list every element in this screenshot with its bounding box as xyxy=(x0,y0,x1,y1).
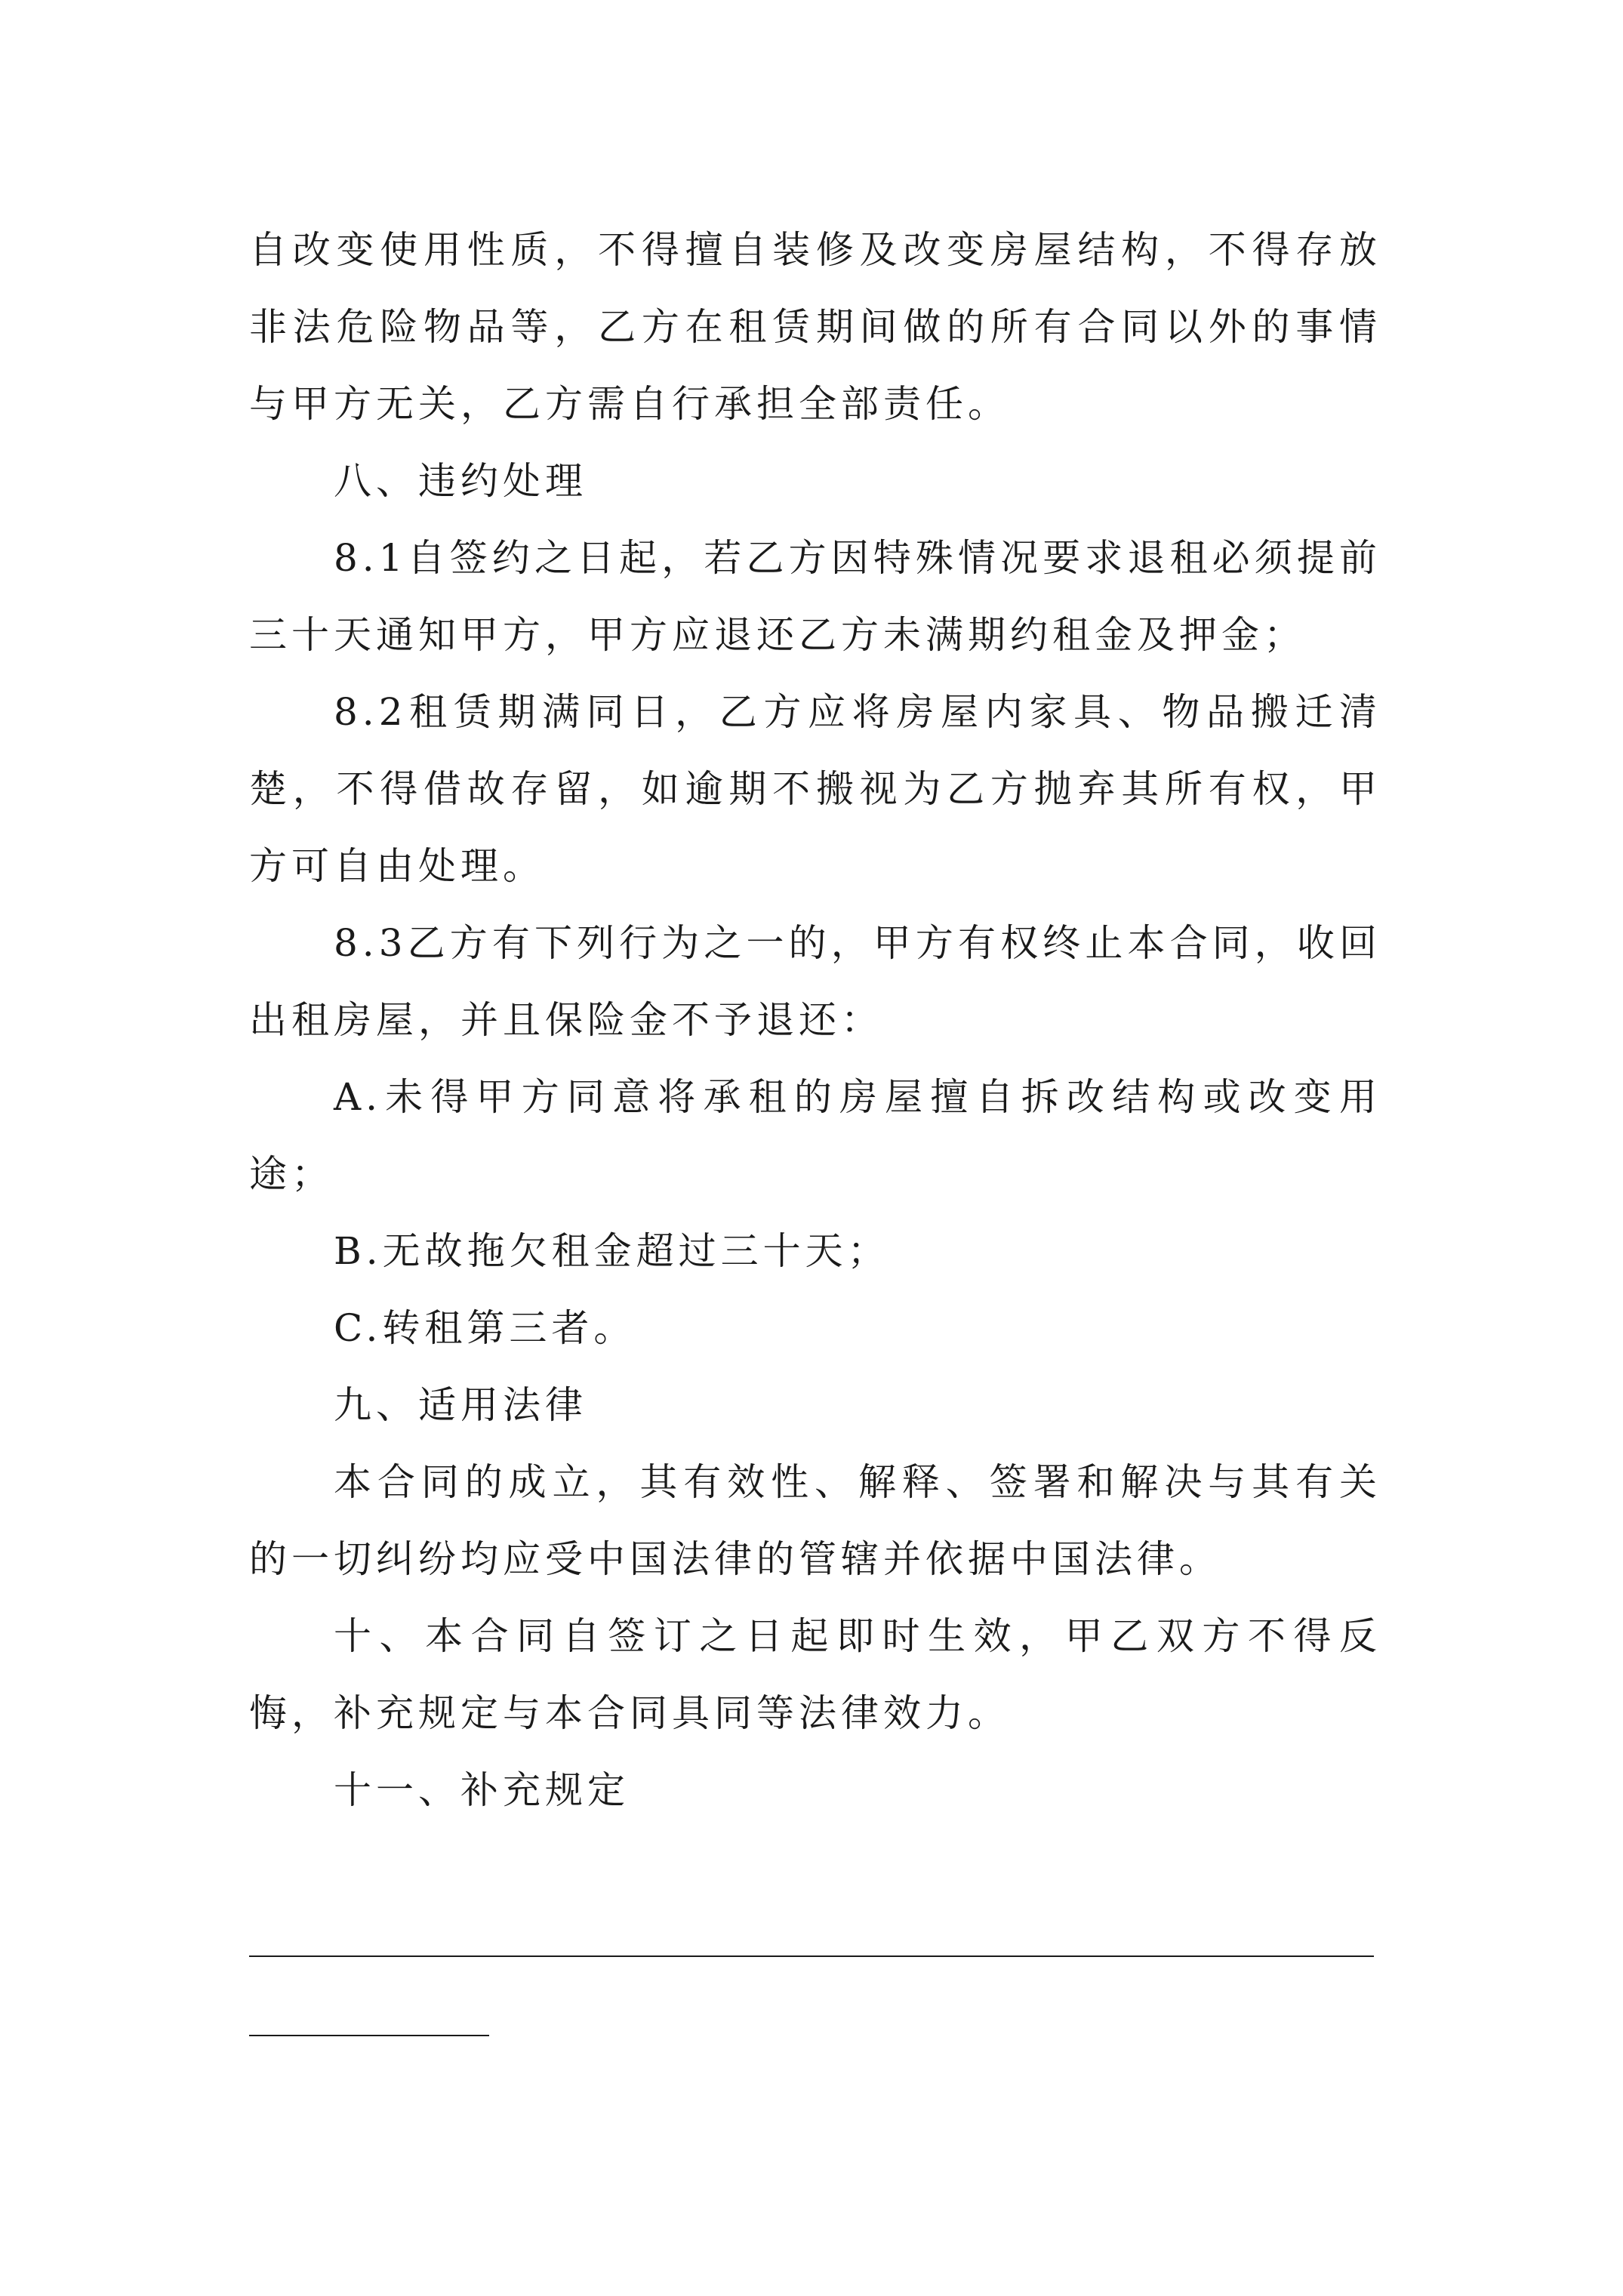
document-body xyxy=(249,211,1381,1829)
clause-item-b: B.无故拖欠租金超过三十天； xyxy=(334,1229,890,1273)
section-effective: 十、本合同自签订之日起即时生效，甲乙双方不得反悔，补充规定与本合同具同等法律效力。 xyxy=(249,1614,1381,1735)
clause-item-c: C.转租第三者。 xyxy=(334,1306,636,1350)
clause-8-3: 8.3乙方有下列行为之一的，甲方有权终止本合同，收回出租房屋，并且保险金不予退还： xyxy=(249,921,1381,1042)
paragraph-law: 本合同的成立，其有效性、解释、签署和解决与其有关的一切纠纷均应受中国法律的管辖并依据中国法律。 xyxy=(249,1460,1381,1581)
clause-8-2: 8.2租赁期满同日，乙方应将房屋内家具、物品搬迁清楚，不得借故存留，如逾期不搬视为乙方抛弃其所有权，甲方可自由处理。 xyxy=(249,690,1381,888)
clause-item-a: A.未得甲方同意将承租的房屋擅自拆改结构或改变用途； xyxy=(249,1075,1381,1196)
section-heading-breach: 八、违约处理 xyxy=(334,459,587,503)
section-heading-law: 九、适用法律 xyxy=(334,1383,587,1427)
fill-in-line-short xyxy=(249,2035,489,2036)
paragraph-continuation: 自改变使用性质，不得擅自装修及改变房屋结构，不得存放非法危险物品等，乙方在租赁期间做的所有合同以外的事情与甲方无关，乙方需自行承担全部责任。 xyxy=(249,228,1381,426)
clause-8-1: 8.1自签约之日起，若乙方因特殊情况要求退租必须提前三十天通知甲方，甲方应退还乙方未满期约租金及押金； xyxy=(249,536,1381,657)
section-heading-supplement: 十一、补充规定 xyxy=(334,1768,630,1812)
fill-in-line xyxy=(249,1955,1374,1957)
